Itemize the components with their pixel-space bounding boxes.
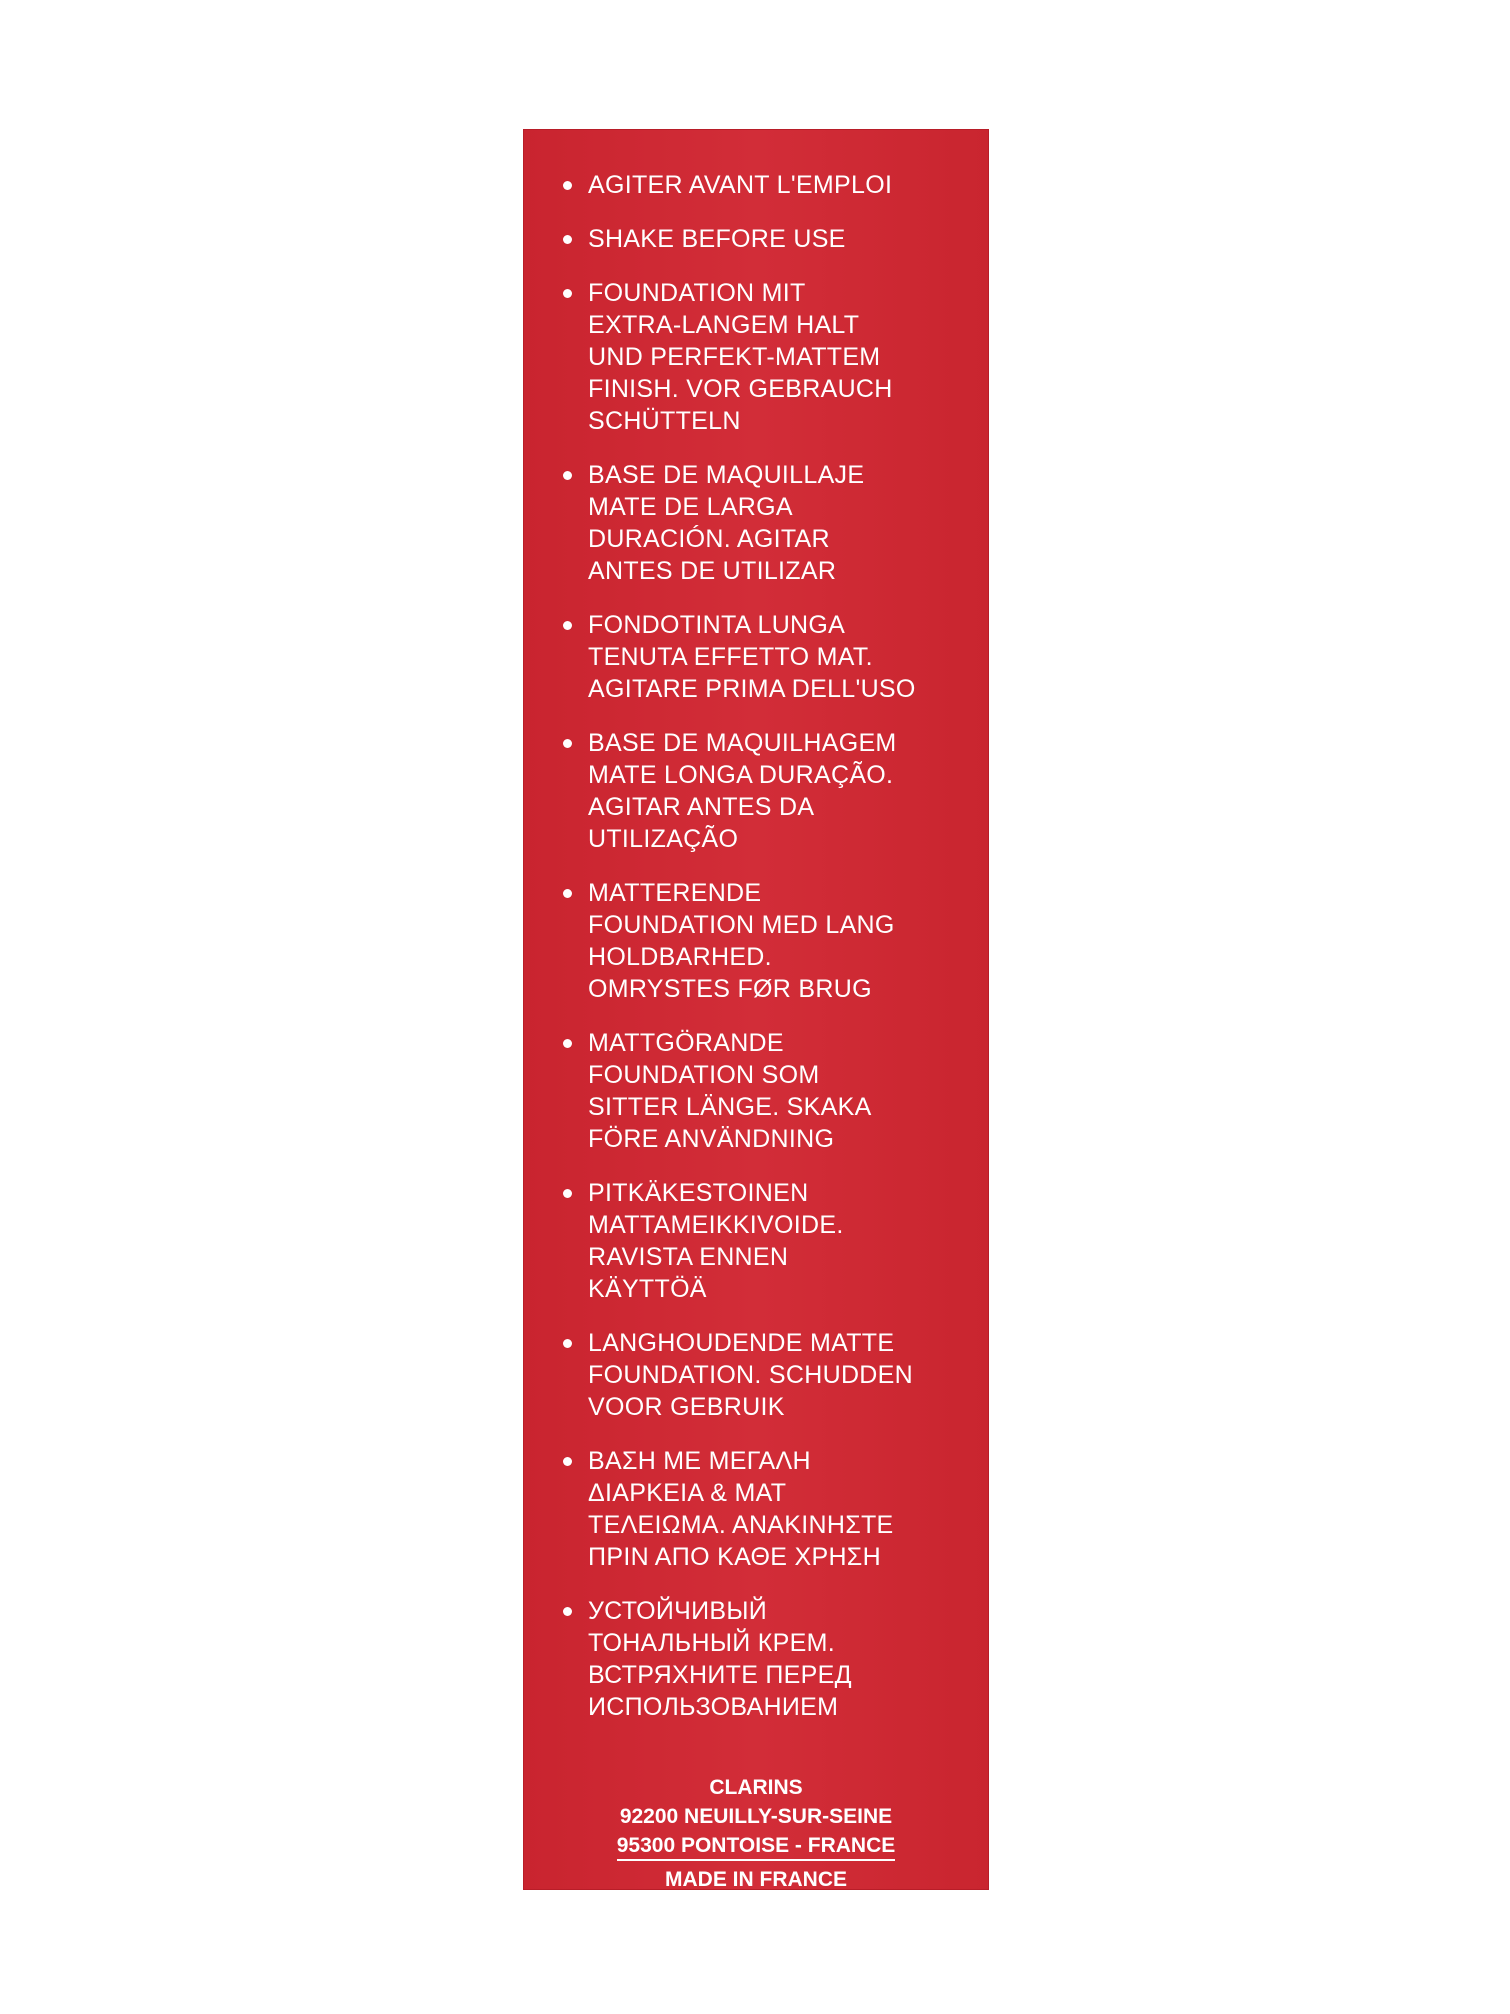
bullet-icon: [563, 1039, 572, 1048]
manufacturer-footer: [523, 1773, 989, 1894]
instruction-sv: [563, 1027, 973, 1155]
instruction-list: [563, 169, 973, 1745]
bullet-icon: [563, 181, 572, 190]
packaging-side-panel: [523, 129, 989, 1890]
instruction-es: [563, 459, 973, 587]
bullet-icon: [563, 1339, 572, 1348]
instruction-text: PITKÄKESTOINEN MATTAMEIKKIVOIDE. RAVISTA ENNEN KÄYTTÖÄ: [588, 1179, 844, 1303]
bullet-icon: [563, 889, 572, 898]
made-in-label: MADE IN FRANCE: [665, 1868, 847, 1891]
instruction-pt: [563, 727, 973, 855]
instruction-text: AGITER AVANT L'EMPLOI: [588, 171, 893, 199]
instruction-de: [563, 277, 973, 437]
bullet-icon: [563, 739, 572, 748]
bullet-icon: [563, 471, 572, 480]
instruction-text: УСТОЙЧИВЫЙ ТОНАЛЬНЫЙ КРЕМ. ВСТРЯХНИТЕ ПЕРЕД ИСПОЛЬЗОВАНИЕМ: [588, 1597, 852, 1721]
instruction-en: [563, 223, 973, 255]
instruction-text: FOUNDATION MIT EXTRA-LANGEM HALT UND PERFEKT-MATTEM FINISH. VOR GEBRAUCH SCHÜTTELN: [588, 279, 893, 435]
instruction-text: BASE DE MAQUILLAJE MATE DE LARGA DURACIÓN. AGITAR ANTES DE UTILIZAR: [588, 461, 865, 585]
instruction-text: BASE DE MAQUILHAGEM MATE LONGA DURAÇÃO. AGITAR ANTES DA UTILIZAÇÃO: [588, 729, 897, 853]
instruction-text: MATTGÖRANDE FOUNDATION SOM SITTER LÄNGE. SKAKA FÖRE ANVÄNDNING: [588, 1029, 872, 1153]
instruction-fi: [563, 1177, 973, 1305]
brand-name: CLARINS: [709, 1776, 803, 1799]
instruction-text: MATTERENDE FOUNDATION MED LANG HOLDBARHED. OMRYSTES FØR BRUG: [588, 879, 895, 1003]
instruction-fr: [563, 169, 973, 201]
instruction-da: [563, 877, 973, 1005]
bullet-icon: [563, 235, 572, 244]
bullet-icon: [563, 1189, 572, 1198]
instruction-text: ΒΑΣΗ ΜΕ ΜΕΓΑΛΗ ΔΙΑΡΚΕΙΑ & ΜΑΤ ΤΕΛΕΙΩΜΑ. ΑΝΑΚΙΝΗΣΤΕ ΠΡΙΝ ΑΠΟ ΚΑΘΕ ΧΡΗΣΗ: [588, 1447, 894, 1571]
address-line-2: 95300 PONTOISE - FRANCE: [617, 1833, 896, 1861]
address-line-1: 92200 NEUILLY-SUR-SEINE: [619, 1805, 893, 1828]
bullet-icon: [563, 289, 572, 298]
bullet-icon: [563, 1457, 572, 1466]
instruction-ru: [563, 1595, 973, 1723]
bullet-icon: [563, 1607, 572, 1616]
instruction-text: SHAKE BEFORE USE: [588, 225, 846, 253]
instruction-it: [563, 609, 973, 705]
bullet-icon: [563, 621, 572, 630]
instruction-el: [563, 1445, 973, 1573]
instruction-text: FONDOTINTA LUNGA TENUTA EFFETTO MAT. AGITARE PRIMA DELL'USO: [588, 611, 916, 703]
instruction-text: LANGHOUDENDE MATTE FOUNDATION. SCHUDDEN VOOR GEBRUIK: [588, 1329, 913, 1421]
instruction-nl: [563, 1327, 973, 1423]
